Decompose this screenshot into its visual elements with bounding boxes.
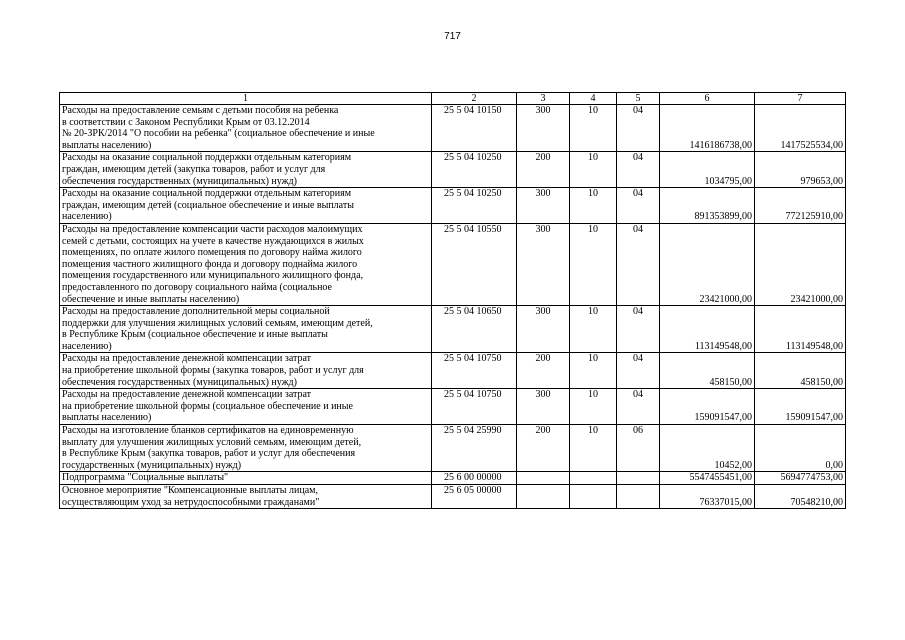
description-line: № 20-ЗРК/2014 "О пособии на ребенка" (социальное обеспечение и иные xyxy=(62,128,375,140)
description-line: в Республике Крым (социальное обеспечение и иные выплаты xyxy=(62,329,328,341)
description-line: Расходы на оказание социальной поддержки отдельным категориям xyxy=(62,152,352,164)
amount-year-2: 113149548,00 xyxy=(755,306,846,353)
subsection-code: 06 xyxy=(617,425,660,472)
table-row xyxy=(60,389,846,425)
description-line: поддержки для улучшения жилищных условий семьям, имеющим детей, xyxy=(62,317,373,329)
expense-type-code: 300 xyxy=(517,223,570,305)
description-line: Основное мероприятие "Компенсационные выплаты лицам, xyxy=(62,485,318,496)
expense-type-code: 300 xyxy=(517,188,570,224)
amount-year-1: 159091547,00 xyxy=(660,389,755,425)
table-row xyxy=(60,105,846,152)
row-description xyxy=(60,425,432,472)
header-cell-3: 3 xyxy=(517,93,570,105)
description-line: Расходы на изготовление бланков сертификатов на единовременную xyxy=(62,425,354,437)
header-cell-2: 2 xyxy=(432,93,517,105)
table-row xyxy=(60,472,846,485)
header-cell-1: 1 xyxy=(60,93,432,105)
description-line: помещения государственного или муниципального жилищного фонда, xyxy=(62,270,364,282)
subsection-code: 04 xyxy=(617,223,660,305)
description-line: в Республике Крым (закупка товаров, работ и услуг для обеспечения xyxy=(62,448,356,460)
section-code: 10 xyxy=(570,223,617,305)
subsection-code: 04 xyxy=(617,353,660,389)
description-line: в соответствии с Законом Республики Крым от 03.12.2014 xyxy=(62,116,310,128)
row-description xyxy=(60,152,432,188)
description-line: помещения частного жилищного фонда и договору поднайма жилого xyxy=(62,258,358,270)
description-line: выплату для улучшения жилищных условий семьям, имеющим детей, xyxy=(62,436,362,448)
row-description xyxy=(60,223,432,305)
amount-year-1: 458150,00 xyxy=(660,353,755,389)
table-row xyxy=(60,223,846,305)
subsection-code: 04 xyxy=(617,152,660,188)
description-line: Подпрограмма "Социальные выплаты" xyxy=(62,472,229,484)
subsection-code: 04 xyxy=(617,306,660,353)
subsection-code: 04 xyxy=(617,188,660,224)
expense-type-code: 200 xyxy=(517,425,570,472)
row-description xyxy=(60,389,432,425)
section-code xyxy=(570,485,617,509)
table-row xyxy=(60,353,846,389)
amount-year-2: 0,00 xyxy=(755,425,846,472)
table-row xyxy=(60,485,846,509)
row-description xyxy=(60,188,432,224)
section-code xyxy=(570,472,617,485)
header-cell-6: 6 xyxy=(660,93,755,105)
expense-type-code: 300 xyxy=(517,389,570,425)
description-line: выплаты населению) xyxy=(62,412,152,424)
amount-year-2: 1417525534,00 xyxy=(755,105,846,152)
row-description xyxy=(60,485,432,509)
expense-type-code xyxy=(517,485,570,509)
amount-year-1: 5547455451,00 xyxy=(660,472,755,485)
row-description xyxy=(60,353,432,389)
description-line: населению) xyxy=(62,211,112,223)
section-code: 10 xyxy=(570,306,617,353)
description-line: Расходы на предоставление денежной компенсации затрат xyxy=(62,353,312,365)
description-line: обеспечения государственных (муниципальных) нужд) xyxy=(62,175,297,187)
description-line: на приобретение школьной формы (закупка товаров, работ и услуг для xyxy=(62,365,364,377)
description-line: граждан, имеющим детей (закупка товаров, работ и услуг для xyxy=(62,163,326,175)
description-line: Расходы на предоставление компенсации части расходов малоимущих xyxy=(62,223,363,235)
target-article-code: 25 6 00 00000 xyxy=(432,472,517,485)
target-article-code: 25 5 04 10650 xyxy=(432,306,517,353)
description-line: предоставленного по договору социального найма (социальное xyxy=(62,281,332,293)
table-row xyxy=(60,152,846,188)
subsection-code xyxy=(617,485,660,509)
description-line: обеспечения государственных (муниципальных) нужд) xyxy=(62,376,297,388)
expense-type-code: 200 xyxy=(517,353,570,389)
expense-type-code: 200 xyxy=(517,152,570,188)
section-code: 10 xyxy=(570,105,617,152)
amount-year-2: 23421000,00 xyxy=(755,223,846,305)
subsection-code xyxy=(617,472,660,485)
amount-year-2: 458150,00 xyxy=(755,353,846,389)
row-description xyxy=(60,472,432,485)
description-line: государственных (муниципальных) нужд) xyxy=(62,459,242,471)
description-line: осуществляющим уход за нетрудоспособными гражданами" xyxy=(62,496,320,508)
expense-type-code: 300 xyxy=(517,105,570,152)
table-row xyxy=(60,306,846,353)
description-line: семей с детьми, состоящих на учете в качестве нуждающихся в жилых xyxy=(62,235,364,247)
row-description xyxy=(60,306,432,353)
header-cell-5: 5 xyxy=(617,93,660,105)
amount-year-2: 979653,00 xyxy=(755,152,846,188)
table-row xyxy=(60,188,846,224)
row-description xyxy=(60,105,432,152)
target-article-code: 25 5 04 10750 xyxy=(432,389,517,425)
expense-type-code: 300 xyxy=(517,306,570,353)
target-article-code: 25 5 04 10250 xyxy=(432,152,517,188)
target-article-code: 25 5 04 10550 xyxy=(432,223,517,305)
section-code: 10 xyxy=(570,425,617,472)
budget-table xyxy=(59,92,846,509)
section-code: 10 xyxy=(570,152,617,188)
amount-year-2: 5694774753,00 xyxy=(755,472,846,485)
subsection-code: 04 xyxy=(617,105,660,152)
subsection-code: 04 xyxy=(617,389,660,425)
description-line: Расходы на оказание социальной поддержки отдельным категориям xyxy=(62,188,352,200)
target-article-code: 25 6 05 00000 xyxy=(432,485,517,509)
amount-year-1: 23421000,00 xyxy=(660,223,755,305)
header-cell-7: 7 xyxy=(755,93,846,105)
amount-year-2: 70548210,00 xyxy=(755,485,846,509)
amount-year-1: 113149548,00 xyxy=(660,306,755,353)
table-row xyxy=(60,425,846,472)
header-row xyxy=(60,93,846,105)
amount-year-1: 76337015,00 xyxy=(660,485,755,509)
amount-year-1: 1416186738,00 xyxy=(660,105,755,152)
target-article-code: 25 5 04 25990 xyxy=(432,425,517,472)
target-article-code: 25 5 04 10250 xyxy=(432,188,517,224)
description-line: помещениях, по оплате жилого помещения по договору найма жилого xyxy=(62,247,362,259)
description-line: Расходы на предоставление дополнительной меры социальной xyxy=(62,306,330,318)
expense-type-code xyxy=(517,472,570,485)
header-cell-4: 4 xyxy=(570,93,617,105)
description-line: граждан, имеющим детей (социальное обеспечение и иные выплаты xyxy=(62,199,354,211)
section-code: 10 xyxy=(570,389,617,425)
description-line: обеспечение и иные выплаты населению) xyxy=(62,293,240,305)
description-line: Расходы на предоставление денежной компенсации затрат xyxy=(62,389,312,401)
target-article-code: 25 5 04 10150 xyxy=(432,105,517,152)
amount-year-2: 159091547,00 xyxy=(755,389,846,425)
page-number: 717 xyxy=(444,31,461,42)
description-line: Расходы на предоставление семьям с детьми пособия на ребенка xyxy=(62,105,339,116)
target-article-code: 25 5 04 10750 xyxy=(432,353,517,389)
description-line: населению) xyxy=(62,340,112,352)
section-code: 10 xyxy=(570,353,617,389)
description-line: выплаты населению) xyxy=(62,139,152,151)
section-code: 10 xyxy=(570,188,617,224)
amount-year-1: 10452,00 xyxy=(660,425,755,472)
description-line: на приобретение школьной формы (социальное обеспечение и иные xyxy=(62,400,353,412)
amount-year-1: 891353899,00 xyxy=(660,188,755,224)
amount-year-1: 1034795,00 xyxy=(660,152,755,188)
amount-year-2: 772125910,00 xyxy=(755,188,846,224)
